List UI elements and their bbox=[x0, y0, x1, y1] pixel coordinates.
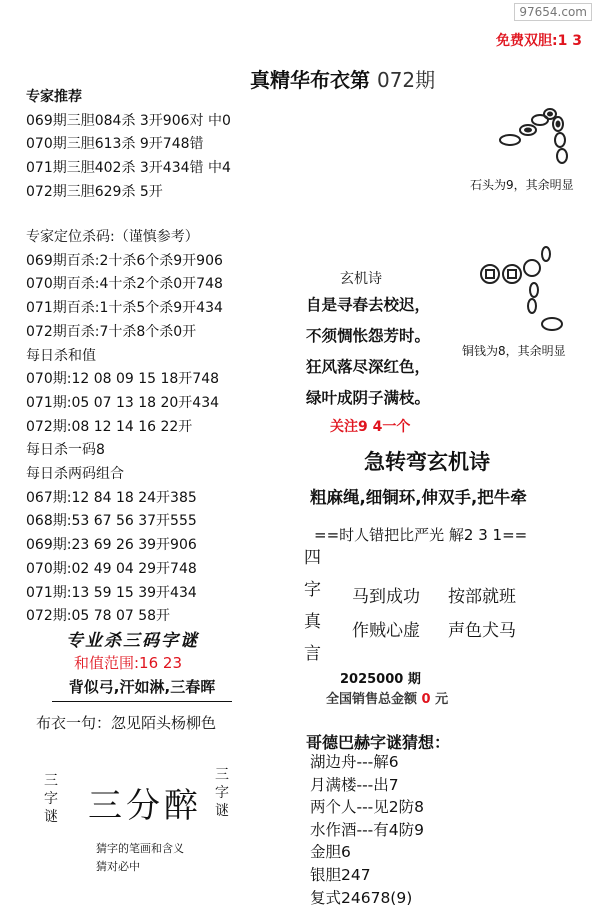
list-item: 月满楼---出7 bbox=[310, 775, 399, 794]
list-item: 两个人---见2防8 bbox=[310, 798, 425, 817]
expert-recommend bbox=[26, 86, 231, 205]
position-kill-title: 专家定位杀码:（谨慎参考） bbox=[26, 229, 199, 245]
poem-line: 绿叶成阴子满枝。 bbox=[306, 389, 431, 407]
sales-total bbox=[326, 688, 448, 707]
poem-title: 玄机诗 bbox=[340, 271, 382, 287]
riddle-beisi: 背似弓,汗如淋,三春晖 bbox=[52, 676, 232, 702]
list-item: 071期:05 07 13 18 20开434 bbox=[26, 394, 220, 411]
jizhuan-title: 急转弯玄机诗 bbox=[364, 450, 490, 474]
sales-text: 全国销售总金额 bbox=[326, 692, 418, 707]
riddle-answer: 三分醉 bbox=[88, 786, 202, 826]
list-item: 水作酒---有4防9 bbox=[310, 820, 425, 839]
expert-recommend-title: 专家推荐 bbox=[26, 89, 82, 105]
sizi-char: 字 bbox=[304, 580, 321, 600]
list-item: 069期三胆084杀 3开906对 中0 bbox=[26, 112, 231, 129]
follow-note: 关注9 4一个 bbox=[330, 419, 411, 435]
title-issue: 072期 bbox=[376, 68, 436, 92]
free-double-label: 免费双胆:1 3 bbox=[496, 33, 582, 49]
page-title bbox=[250, 64, 435, 93]
title-text: 真精华布衣第 bbox=[250, 68, 370, 92]
list-item: 068期:53 67 56 37开555 bbox=[26, 513, 197, 530]
sizi-char: 四 bbox=[304, 548, 321, 568]
pro-kill-title: 专业杀三码字谜 bbox=[66, 631, 199, 651]
sum-range: 和值范围:16 23 bbox=[74, 654, 182, 672]
poem-body bbox=[306, 290, 430, 414]
buyi-line: 布衣一句：忽见陌头杨柳色 bbox=[36, 714, 217, 732]
sales-amount: 0 bbox=[421, 692, 431, 707]
site-watermark: 97654.com bbox=[514, 3, 592, 21]
sizi-label bbox=[304, 542, 324, 670]
list-item: 071期三胆402杀 3开434错 中4 bbox=[26, 160, 231, 177]
idiom: 马到成功 bbox=[352, 587, 420, 607]
list-item: 069期百杀:2十杀6个杀9开906 bbox=[26, 252, 223, 269]
hint-line-1: 猜字的笔画和含义 bbox=[96, 842, 184, 855]
list-item: 070期:12 08 09 15 18开748 bbox=[26, 371, 220, 388]
list-item: 复式24678(9) bbox=[310, 888, 413, 907]
sanzimi-left: 三字谜 bbox=[44, 773, 58, 825]
coin-caption: 铜钱为8，其余明显 bbox=[462, 344, 566, 358]
list-item: 金胆6 bbox=[310, 843, 351, 862]
list-item: 071期百杀:1十杀5个杀9开434 bbox=[26, 300, 223, 317]
poem-line: 狂风落尽深红色， bbox=[306, 358, 431, 376]
poem-line: 不须惆怅怨芳时。 bbox=[306, 327, 431, 345]
list-item: 072期:08 12 14 16 22开 bbox=[26, 418, 193, 435]
goldbach-title: 哥德巴赫字谜猜想： bbox=[306, 733, 451, 752]
list-item: 072期:05 78 07 58开 bbox=[26, 608, 171, 625]
list-item: 银胆247 bbox=[310, 865, 371, 884]
list-item: 069期:23 69 26 39开906 bbox=[26, 537, 197, 554]
daily-kill-sum-title: 每日杀和值 bbox=[26, 347, 96, 364]
hint-line-2: 猜对必中 bbox=[96, 860, 140, 873]
sales-period: 2025000 期 bbox=[340, 672, 421, 687]
list-item: 070期三胆613杀 9开748错 bbox=[26, 136, 204, 153]
jizhuan-line-2: ==时人错把比严光 解2 3 1== bbox=[314, 526, 528, 544]
daily-kill-one: 每日杀一码8 bbox=[26, 442, 105, 459]
list-item: 070期百杀:4十杀2个杀0开748 bbox=[26, 276, 223, 293]
stone-caption: 石头为9，其余明显 bbox=[470, 178, 574, 192]
sales-unit: 元 bbox=[435, 692, 449, 707]
idiom: 按部就班 bbox=[448, 587, 516, 607]
expert-position-kill bbox=[26, 226, 223, 629]
jizhuan-line-1: 粗麻绳,细铜环,伸双手,把牛牵 bbox=[310, 488, 527, 507]
idiom: 作贼心虚 bbox=[352, 621, 420, 641]
list-item: 070期:02 49 04 29开748 bbox=[26, 560, 197, 577]
list-item: 067期:12 84 18 24开385 bbox=[26, 489, 197, 506]
sizi-char: 真 bbox=[304, 612, 321, 632]
list-item: 071期:13 59 15 39开434 bbox=[26, 584, 197, 601]
list-item: 072期三胆629杀 5开 bbox=[26, 183, 163, 200]
sizi-char: 言 bbox=[304, 644, 321, 664]
list-item: 072期百杀:7十杀8个杀0开 bbox=[26, 323, 197, 340]
stones-chain-image bbox=[488, 100, 584, 172]
poem-line: 自是寻春去校迟， bbox=[306, 296, 431, 314]
list-item: 湖边舟---解6 bbox=[310, 753, 399, 771]
coins-chain-image bbox=[476, 240, 580, 334]
goldbach-list bbox=[310, 751, 424, 909]
idiom: 声色犬马 bbox=[448, 621, 516, 641]
daily-kill-two-title: 每日杀两码组合 bbox=[26, 466, 124, 483]
sanzimi-right: 三字谜 bbox=[215, 767, 229, 819]
